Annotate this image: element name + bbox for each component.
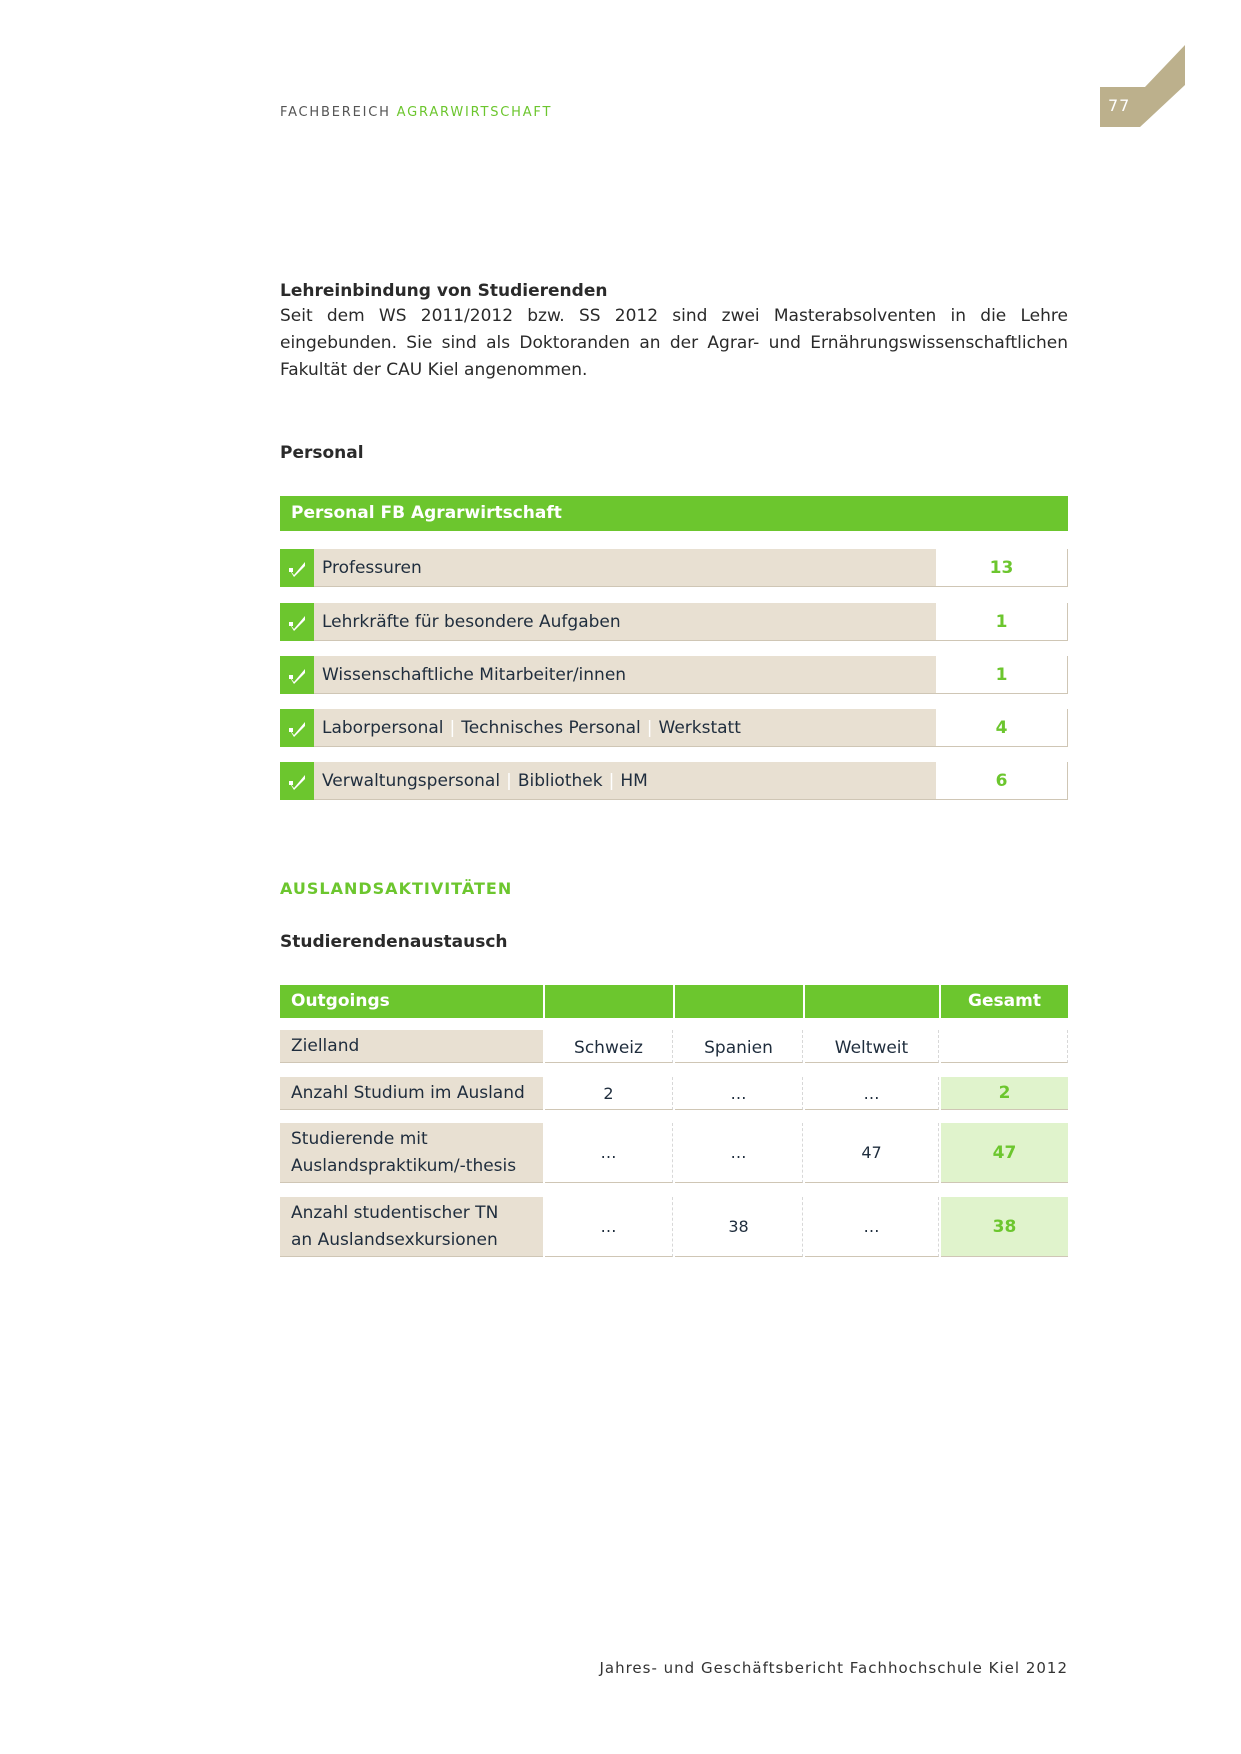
header-blank-3 [805, 985, 939, 1018]
personal-row-value: 6 [936, 762, 1068, 800]
personal-row-part: Technisches Personal [461, 718, 641, 738]
checkmark-icon [280, 762, 314, 800]
personal-row-label [314, 656, 936, 694]
header-blank-2 [675, 985, 803, 1018]
running-head [280, 105, 552, 120]
exchange-row-label-line: Anzahl studentischer TN [291, 1202, 499, 1223]
checkmark-icon [280, 549, 314, 587]
teaching-paragraph: Seit dem WS 2011/2012 bzw. SS 2012 sind zwei Masterabsolventen in die Lehre eingebunden. Sie sind als Doktoranden an der Agrar- und Ernährungswissenschaftlichen Fakultät der CAU Kiel angenommen. [280, 306, 1068, 380]
column-header-spanien: Spanien [675, 1030, 803, 1063]
page-number: 77 [1108, 96, 1131, 115]
separator: | [449, 718, 456, 738]
exchange-row-label-line: an Auslandsexkursionen [291, 1229, 498, 1250]
running-head-department: AGRARWIRTSCHAFT [396, 105, 553, 120]
exchange-row-total: 2 [941, 1077, 1068, 1110]
teaching-heading: Lehreinbindung von Studierenden [280, 281, 608, 301]
personal-row-label [314, 549, 936, 587]
exchange-cell: … [805, 1077, 939, 1110]
exchange-cell: … [545, 1197, 673, 1257]
exchange-cell: … [545, 1123, 673, 1183]
separator: | [506, 771, 512, 791]
outgoings-header: Outgoings [280, 985, 543, 1018]
page-footer: Jahres- und Geschäftsbericht Fachhochschule Kiel 2012 [599, 1659, 1068, 1677]
exchange-cell: … [805, 1197, 939, 1257]
exchange-cell: … [675, 1123, 803, 1183]
international-section-heading: AUSLANDSAKTIVITÄTEN [280, 879, 513, 898]
personal-row [280, 549, 1068, 587]
header-blank-1 [545, 985, 673, 1018]
checkmark-icon [280, 656, 314, 694]
separator: | [646, 718, 653, 738]
exchange-row-total: 38 [941, 1197, 1068, 1257]
personal-heading: Personal [280, 443, 364, 463]
personal-row-label [314, 762, 936, 800]
exchange-cell: 47 [805, 1123, 939, 1183]
personal-row-part: Professuren [322, 558, 422, 578]
personal-row-part: Verwaltungspersonal [322, 771, 501, 791]
checkmark-icon [280, 603, 314, 641]
exchange-row-total: 47 [941, 1123, 1068, 1183]
personal-table-title: Personal FB Agrarwirtschaft [280, 496, 1068, 531]
exchange-row-label-line: Auslandspraktikum/-thesis [291, 1155, 517, 1176]
personal-row-value: 4 [936, 709, 1068, 747]
exchange-row-label-line: Studierende mit [291, 1128, 428, 1149]
zielland-label: Zielland [280, 1030, 543, 1063]
exchange-row-label [280, 1077, 543, 1110]
separator: | [608, 771, 615, 791]
personal-row-value: 1 [936, 656, 1068, 694]
personal-row-part: Werkstatt [658, 718, 741, 738]
exchange-cell: 38 [675, 1197, 803, 1257]
personal-row [280, 709, 1068, 747]
personal-row-part: Wissenschaftliche Mitarbeiter/innen [322, 665, 627, 685]
exchange-row-label-line: Anzahl Studium im Ausland [291, 1082, 525, 1103]
column-header-weltweit: Weltweit [805, 1030, 939, 1063]
personal-row-label [314, 709, 936, 747]
personal-row-value: 1 [936, 603, 1068, 641]
total-column-blank [941, 1030, 1068, 1063]
personal-row-value: 13 [936, 549, 1068, 587]
personal-row-part: HM [620, 771, 648, 791]
teaching-section [280, 281, 1068, 384]
personal-row [280, 603, 1068, 641]
exchange-row-label [280, 1197, 543, 1257]
personal-row [280, 762, 1068, 800]
exchange-cell: … [675, 1077, 803, 1110]
personal-row [280, 656, 1068, 694]
column-header-schweiz: Schweiz [545, 1030, 673, 1063]
personal-row-part: Laborpersonal [322, 718, 444, 738]
personal-row-part: Lehrkräfte für besondere Aufgaben [322, 612, 621, 632]
exchange-row-label [280, 1123, 543, 1183]
checkmark-icon [280, 709, 314, 747]
exchange-subheading: Studierendenaustausch [280, 932, 508, 952]
exchange-cell: 2 [545, 1077, 673, 1110]
running-head-section: FACHBEREICH [280, 105, 391, 120]
personal-row-label [314, 603, 936, 641]
personal-row-part: Bibliothek [517, 771, 603, 791]
total-header: Gesamt [941, 985, 1068, 1018]
